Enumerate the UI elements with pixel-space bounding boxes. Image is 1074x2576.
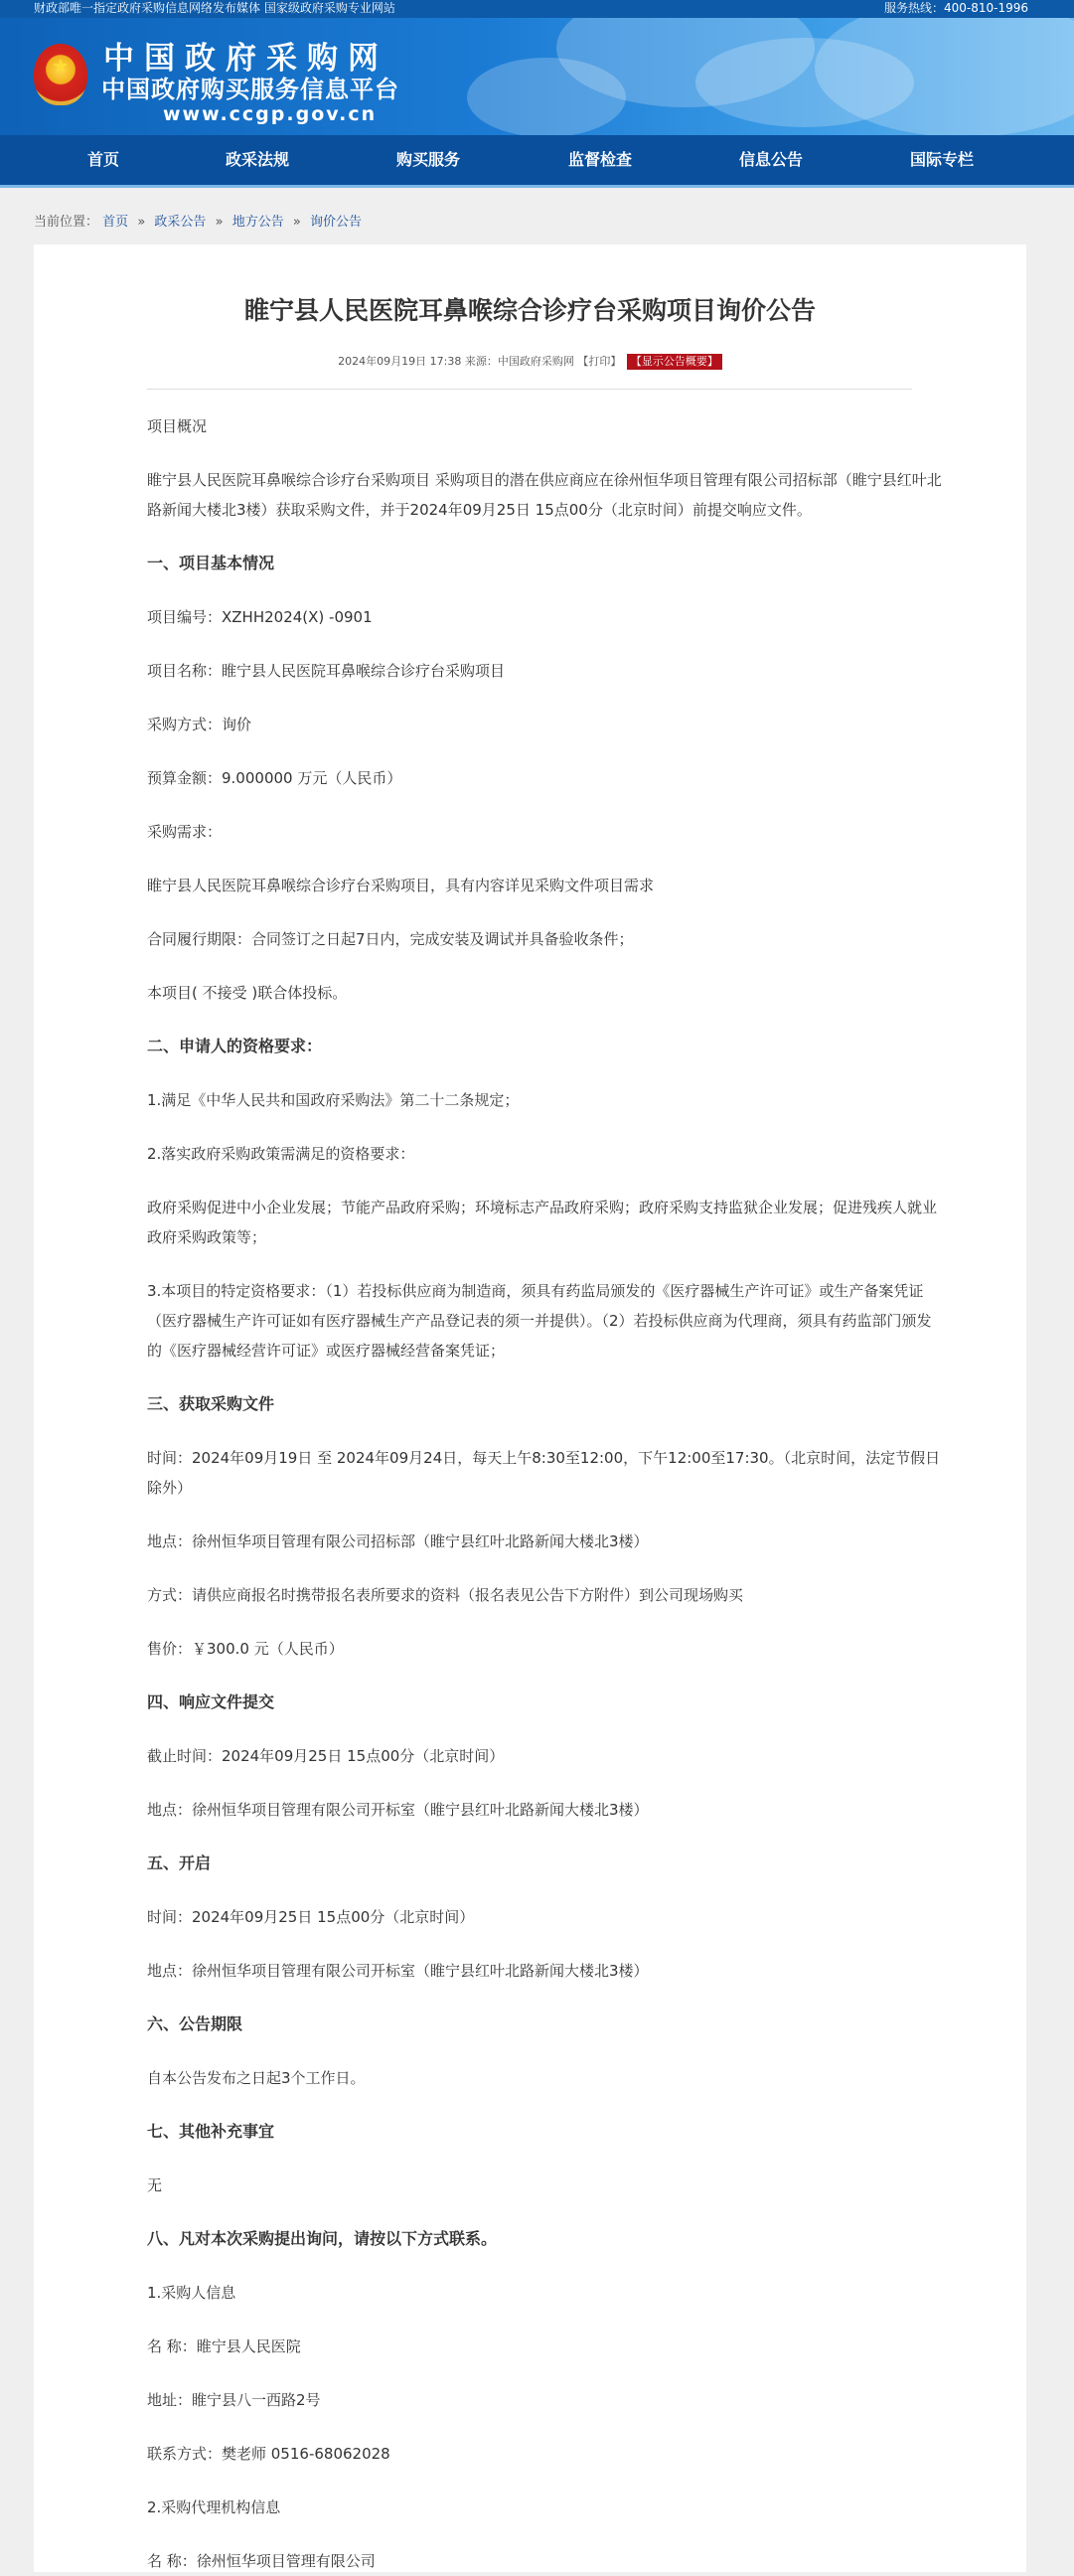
section-heading: 八、凡对本次采购提出询问，请按以下方式联系。 (147, 2229, 498, 2248)
paragraph: 地址：睢宁县八一西路2号 (147, 2391, 321, 2409)
paragraph: 睢宁县人民医院耳鼻喉综合诊疗台采购项目 采购项目的潜在供应商应在徐州恒华项目管理有限公司招标部（睢宁县红叶北路新闻大楼北3楼）获取采购文件，并于2024年09月25日 15点00分（北京时间）前提交响应文件。 (147, 471, 942, 519)
paragraph: 截止时间：2024年09月25日 15点00分（北京时间） (147, 1747, 505, 1765)
header-banner (0, 18, 1074, 135)
paragraph: 自本公告发布之日起3个工作日。 (147, 2069, 366, 2087)
paragraph: 名 称：睢宁县人民医院 (147, 2337, 301, 2355)
nav-regulations[interactable]: 政采法规 (225, 150, 289, 169)
paragraph: 售价：￥300.0 元（人民币） (147, 1640, 344, 1658)
paragraph: 地点：徐州恒华项目管理有限公司开标室（睢宁县红叶北路新闻大楼北3楼） (147, 1801, 649, 1819)
logo-subtitle: 中国政府购买服务信息平台 (101, 76, 399, 103)
paragraph: 本项目( 不接受 )联合体投标。 (147, 984, 348, 1002)
section-heading: 四、响应文件提交 (147, 1692, 275, 1711)
paragraph: 合同履行期限：合同签订之日起7日内，完成安装及调试并具备验收条件； (147, 930, 634, 948)
show-summary-button[interactable]: 【显示公告概要】 (627, 354, 722, 370)
breadcrumb-sep: » (292, 215, 301, 230)
section-heading: 一、项目基本情况 (147, 554, 275, 572)
breadcrumb-inquiry-notices[interactable]: 询价公告 (309, 215, 362, 230)
paragraph: 项目名称：睢宁县人民医院耳鼻喉综合诊疗台采购项目 (147, 662, 506, 680)
paragraph: 3.本项目的特定资格要求：（1）若投标供应商为制造商，须具有药监局颁发的《医疗器械生产许可证》或生产备案凭证（医疗器械生产许可证如有医疗器械生产产品登记表的须一并提供）。（2）若投标供应商为代理商，须具有药监部门颁发的《医疗器械经营许可证》或医疗器械经营备案凭证； (147, 1282, 932, 1360)
article-card (34, 244, 1026, 2572)
paragraph: 2.落实政府采购政策需满足的资格要求： (147, 1145, 415, 1163)
paragraph: 名 称：徐州恒华项目管理有限公司 (147, 2552, 376, 2570)
breadcrumb-sep: » (215, 215, 224, 230)
article-source: 来源：中国政府采购网 (464, 355, 574, 368)
section-heading: 五、开启 (147, 1853, 212, 1872)
paragraph: 无 (147, 2176, 163, 2194)
national-emblem-icon: ★ (34, 44, 87, 105)
main-nav (0, 135, 1074, 188)
paragraph: 项目编号：XZHH2024(X) -0901 (147, 608, 373, 626)
breadcrumb-label: 当前位置： (34, 215, 99, 230)
paragraph: 1.采购人信息 (147, 2284, 236, 2302)
paragraph: 政府采购促进中小企业发展；节能产品政府采购；环境标志产品政府采购；政府采购支持监狱企业发展；促进残疾人就业政府采购政策等； (147, 1199, 938, 1246)
publish-date: 2024年09月19日 17:38 (338, 355, 462, 368)
section-heading: 二、申请人的资格要求： (147, 1037, 323, 1055)
article-meta (34, 354, 1026, 370)
paragraph: 时间：2024年09月19日 至 2024年09月24日，每天上午8:30至12:00，下午12:00至17:30。（北京时间，法定节假日除外） (147, 1449, 941, 1497)
paragraph: 2.采购代理机构信息 (147, 2498, 281, 2516)
breadcrumb-gov-notices[interactable]: 政采公告 (154, 215, 207, 230)
breadcrumb (34, 211, 362, 230)
service-hotline: 服务热线：400-810-1996 (883, 1, 1028, 15)
paragraph: 联系方式：樊老师 0516-68062028 (147, 2445, 390, 2463)
paragraph: 1.满足《中华人民共和国政府采购法》第二十二条规定； (147, 1091, 520, 1109)
breadcrumb-local-notices[interactable]: 地方公告 (231, 215, 284, 230)
nav-announcements[interactable]: 信息公告 (738, 150, 803, 169)
nav-purchase-services[interactable]: 购买服务 (395, 150, 460, 169)
nav-international[interactable]: 国际专栏 (909, 150, 974, 169)
breadcrumb-home[interactable]: 首页 (102, 215, 129, 230)
paragraph: 预算金额：9.000000 万元（人民币） (147, 769, 402, 787)
paragraph: 项目概况 (147, 417, 208, 435)
site-slogan: 财政部唯一指定政府采购信息网络发布媒体 国家级政府采购专业网站 (34, 1, 395, 15)
section-heading: 七、其他补充事宜 (147, 2122, 275, 2141)
title-divider (147, 389, 912, 390)
paragraph: 方式：请供应商报名时携带报名表所要求的资料（报名表见公告下方附件）到公司现场购买 (147, 1586, 744, 1604)
paragraph: 采购需求： (147, 823, 223, 841)
top-info-bar (0, 0, 1074, 18)
nav-supervision[interactable]: 监督检查 (567, 150, 632, 169)
paragraph: 采购方式：询价 (147, 716, 252, 733)
print-link[interactable]: 【打印】 (577, 355, 622, 368)
article-title: 睢宁县人民医院耳鼻喉综合诊疗台采购项目询价公告 (243, 296, 816, 325)
paragraph: 睢宁县人民医院耳鼻喉综合诊疗台采购项目，具有内容详见采购文件项目需求 (147, 877, 655, 894)
paragraph: 时间：2024年09月25日 15点00分（北京时间） (147, 1908, 475, 1926)
paragraph: 地点：徐州恒华项目管理有限公司招标部（睢宁县红叶北路新闻大楼北3楼） (147, 1532, 649, 1550)
section-heading: 三、获取采购文件 (147, 1394, 275, 1413)
nav-home[interactable]: 首页 (86, 150, 119, 169)
breadcrumb-sep: » (137, 215, 146, 230)
section-heading: 六、公告期限 (147, 2014, 243, 2033)
paragraph: 地点：徐州恒华项目管理有限公司开标室（睢宁县红叶北路新闻大楼北3楼） (147, 1962, 649, 1980)
logo-title[interactable]: 中国政府采购网 (103, 41, 388, 77)
logo-url: www.ccgp.gov.cn (163, 103, 378, 125)
